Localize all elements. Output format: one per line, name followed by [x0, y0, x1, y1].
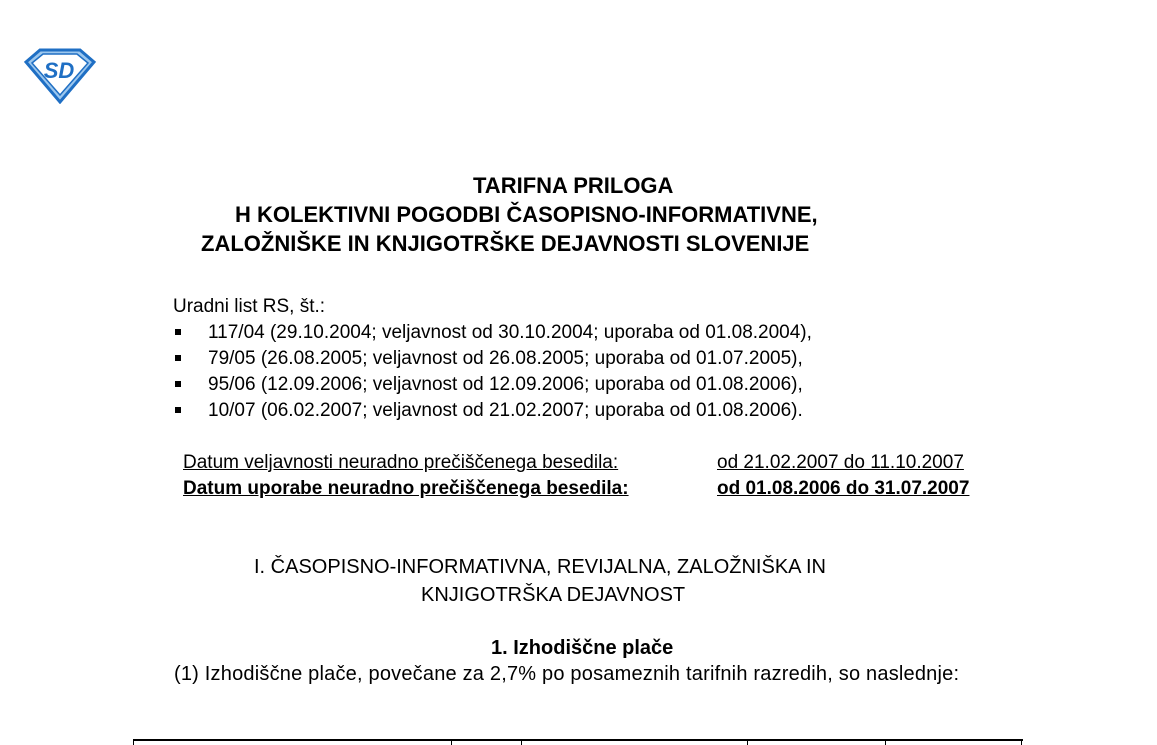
list-item: 10/07 (06.02.2007; veljavnost od 21.02.2007; uporaba od 01.08.2006).: [173, 398, 812, 424]
section-heading-line-2: KNJIGOTRŠKA DEJAVNOST: [421, 584, 686, 606]
list-item: 117/04 (29.10.2004; veljavnost od 30.10.2004; uporaba od 01.08.2004),: [173, 320, 812, 346]
document-title-line-2: H KOLEKTIVNI POGODBI ČASOPISNO-INFORMATIVNE,: [235, 202, 818, 227]
validity-row: [183, 450, 969, 476]
use-label: Datum uporabe neuradno prečiščenega besedila:: [183, 478, 629, 499]
document-title-line-1: TARIFNA PRILOGA: [473, 173, 674, 198]
company-logo: [22, 48, 96, 104]
section-heading-line-1: I. ČASOPISNO-INFORMATIVNA, REVIJALNA, ZALOŽNIŠKA IN: [254, 556, 826, 578]
bullet-icon: [175, 381, 181, 387]
bullet-icon: [175, 407, 181, 413]
logo-text: SD: [43, 58, 75, 83]
bullet-icon: [175, 329, 181, 335]
bullet-icon: [175, 355, 181, 361]
validity-dates: [183, 450, 969, 502]
gazette-references: [173, 294, 812, 424]
document-title-line-3: ZALOŽNIŠKE IN KNJIGOTRŠKE DEJAVNOSTI SLOVENIJE: [201, 231, 810, 256]
use-row: [183, 476, 969, 502]
list-item: 95/06 (12.09.2006; veljavnost od 12.09.2006; uporaba od 01.08.2006),: [173, 372, 812, 398]
list-item: 79/05 (26.08.2005; veljavnost od 26.08.2005; uporaba od 01.07.2005),: [173, 346, 812, 372]
subsection-heading: 1. Izhodiščne plače: [491, 637, 674, 659]
use-value: od 01.08.2006 do 31.07.2007: [717, 478, 970, 499]
validity-label: Datum veljavnosti neuradno prečiščenega besedila:: [183, 452, 619, 473]
gazette-list: [173, 320, 812, 424]
table-top-border: [133, 739, 1023, 745]
diamond-logo-icon: [22, 48, 96, 104]
body-paragraph: (1) Izhodiščne plače, povečane za 2,7% po posameznih tarifnih razredih, so naslednje:: [174, 663, 960, 685]
validity-value: od 21.02.2007 do 11.10.2007: [717, 452, 964, 473]
gazette-label: Uradni list RS, št.:: [173, 296, 326, 317]
